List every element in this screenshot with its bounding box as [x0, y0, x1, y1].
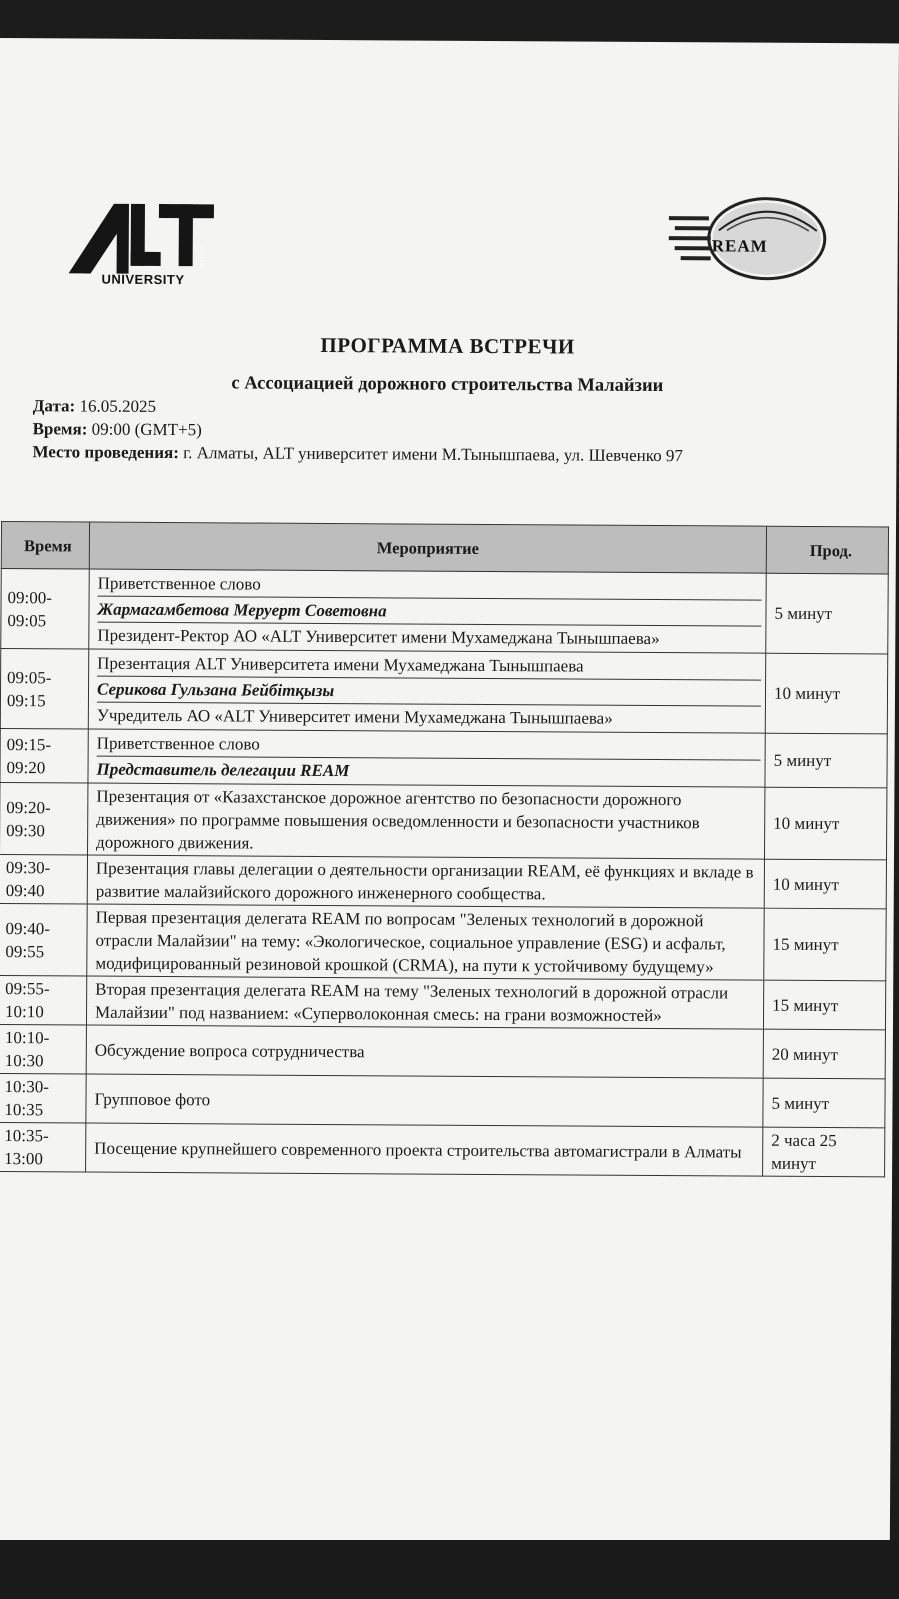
- ream-logo-text: REAM: [711, 236, 768, 256]
- svg-text:EST. 1931: EST. 1931: [198, 244, 205, 269]
- row-time: 09:55- 10:10: [0, 976, 87, 1026]
- table-row: [0, 855, 886, 909]
- event-line: Приветственное слово: [97, 731, 761, 761]
- row-duration: 5 минут: [763, 1078, 885, 1128]
- meta-time: [33, 419, 202, 440]
- place-label: Место проведения:: [32, 442, 179, 463]
- row-time: 10:35- 13:00: [0, 1123, 86, 1173]
- row-time: 09:15- 09:20: [0, 729, 88, 784]
- page-subtitle: с Ассоциацией дорожного строительства Малайзии: [231, 373, 664, 397]
- speaker-name: Серикова Гульзана Бейбітқызы: [97, 677, 761, 707]
- row-duration: 10 минут: [764, 859, 886, 909]
- table-row: [0, 1025, 885, 1079]
- time-value: 09:00 (GMT+5): [91, 419, 202, 440]
- row-duration: 5 минут: [765, 733, 887, 788]
- row-duration: 20 минут: [763, 1029, 885, 1079]
- row-event: Групповое фото: [86, 1074, 763, 1127]
- meta-place: [32, 442, 683, 466]
- row-time: 09:40- 09:55: [0, 904, 87, 977]
- row-duration: 15 минут: [763, 980, 885, 1030]
- ream-logo: [667, 190, 828, 286]
- row-time: 09:30- 09:40: [0, 855, 88, 905]
- row-event: Обсуждение вопроса сотрудничества: [86, 1025, 763, 1078]
- row-event: [88, 649, 765, 733]
- table-row: [0, 976, 886, 1030]
- row-time: 09:00- 09:05: [1, 569, 89, 650]
- table-row: [0, 783, 887, 860]
- speaker-role: Учредитель АО «ALT Университет имени Мухамеджана Тынышпаева»: [96, 705, 613, 728]
- row-duration: 5 минут: [766, 573, 888, 654]
- speaker-name: Жармагамбетова Меруерт Советовна: [97, 597, 761, 627]
- row-event: Посещение крупнейшего современного проекта строительства автомагистрали в Алматы: [86, 1123, 763, 1176]
- place-value: г. Алматы, ALT университет имени М.Тынышпаева, ул. Шевченко 97: [183, 443, 683, 466]
- row-time: 10:30- 10:35: [0, 1074, 86, 1124]
- row-event: [89, 569, 766, 653]
- schedule-table: [0, 521, 889, 1177]
- table-row: [0, 904, 886, 981]
- meta-date: [33, 396, 156, 417]
- row-event: Первая презентация делегата REAM по вопросам "Зеленых технологий в дорожной отрасли Малайзии" на тему: «Экологическое, социальное управление (ESG) и асфальт, модифицированный резиновой крошкой (CRMA), на пути к устойчивому будущему»: [87, 904, 764, 980]
- alt-logo-mark-icon: [69, 203, 219, 274]
- page-title: ПРОГРАММА ВСТРЕЧИ: [320, 332, 575, 359]
- table-row: [0, 649, 887, 734]
- row-time: 09:20- 09:30: [0, 783, 88, 856]
- date-label: Дата:: [32, 396, 76, 416]
- alt-logo-subtitle: UNIVERSITY: [101, 271, 185, 288]
- header-duration: Прод.: [766, 526, 888, 574]
- row-time: 09:05- 09:15: [0, 649, 88, 730]
- alt-university-logo: [68, 203, 219, 294]
- row-duration: 10 минут: [765, 653, 887, 734]
- speaker-role: Президент-Ректор АО «ALT Университет имени Мухамеджана Тынышпаева»: [97, 625, 660, 649]
- header-event: Мероприятие: [89, 522, 766, 573]
- event-line: Презентация ALT Университета имени Мухамеджана Тынышпаева: [97, 651, 761, 681]
- row-duration: 2 часа 25 минут: [763, 1127, 885, 1177]
- row-event: Презентация от «Казахстанское дорожное агентство по безопасности дорожного движения» по программе повышения осведомленности и безопасности участников дорожного движения.: [88, 783, 765, 859]
- speaker-name: Представитель делегации REAM: [96, 759, 350, 781]
- table-row: [0, 729, 887, 788]
- row-duration: 15 минут: [764, 908, 886, 981]
- date-value: 16.05.2025: [79, 396, 157, 416]
- time-label: Время:: [32, 419, 88, 439]
- header-time: Время: [1, 522, 89, 570]
- table-row: [0, 1074, 885, 1128]
- event-line: Приветственное слово: [98, 571, 762, 601]
- desk-background: [0, 1540, 899, 1599]
- row-event: Презентация главы делегации о деятельности организации REAM, её функциях и вкладе в развитие малайзийского дорожного инженерного сообщества.: [87, 855, 764, 908]
- table-row: [1, 569, 888, 654]
- row-event: [88, 729, 765, 787]
- row-time: 10:10- 10:30: [0, 1025, 86, 1075]
- table-row: [0, 1123, 885, 1177]
- row-duration: 10 минут: [764, 787, 886, 860]
- table-header-row: [1, 522, 888, 574]
- row-event: Вторая презентация делегата REAM на тему "Зеленых технологий в дорожной отрасли Малайзии" под названием: «Суперволоконная смесь: на грани возможностей»: [86, 976, 763, 1029]
- paper-sheet: [0, 38, 899, 1548]
